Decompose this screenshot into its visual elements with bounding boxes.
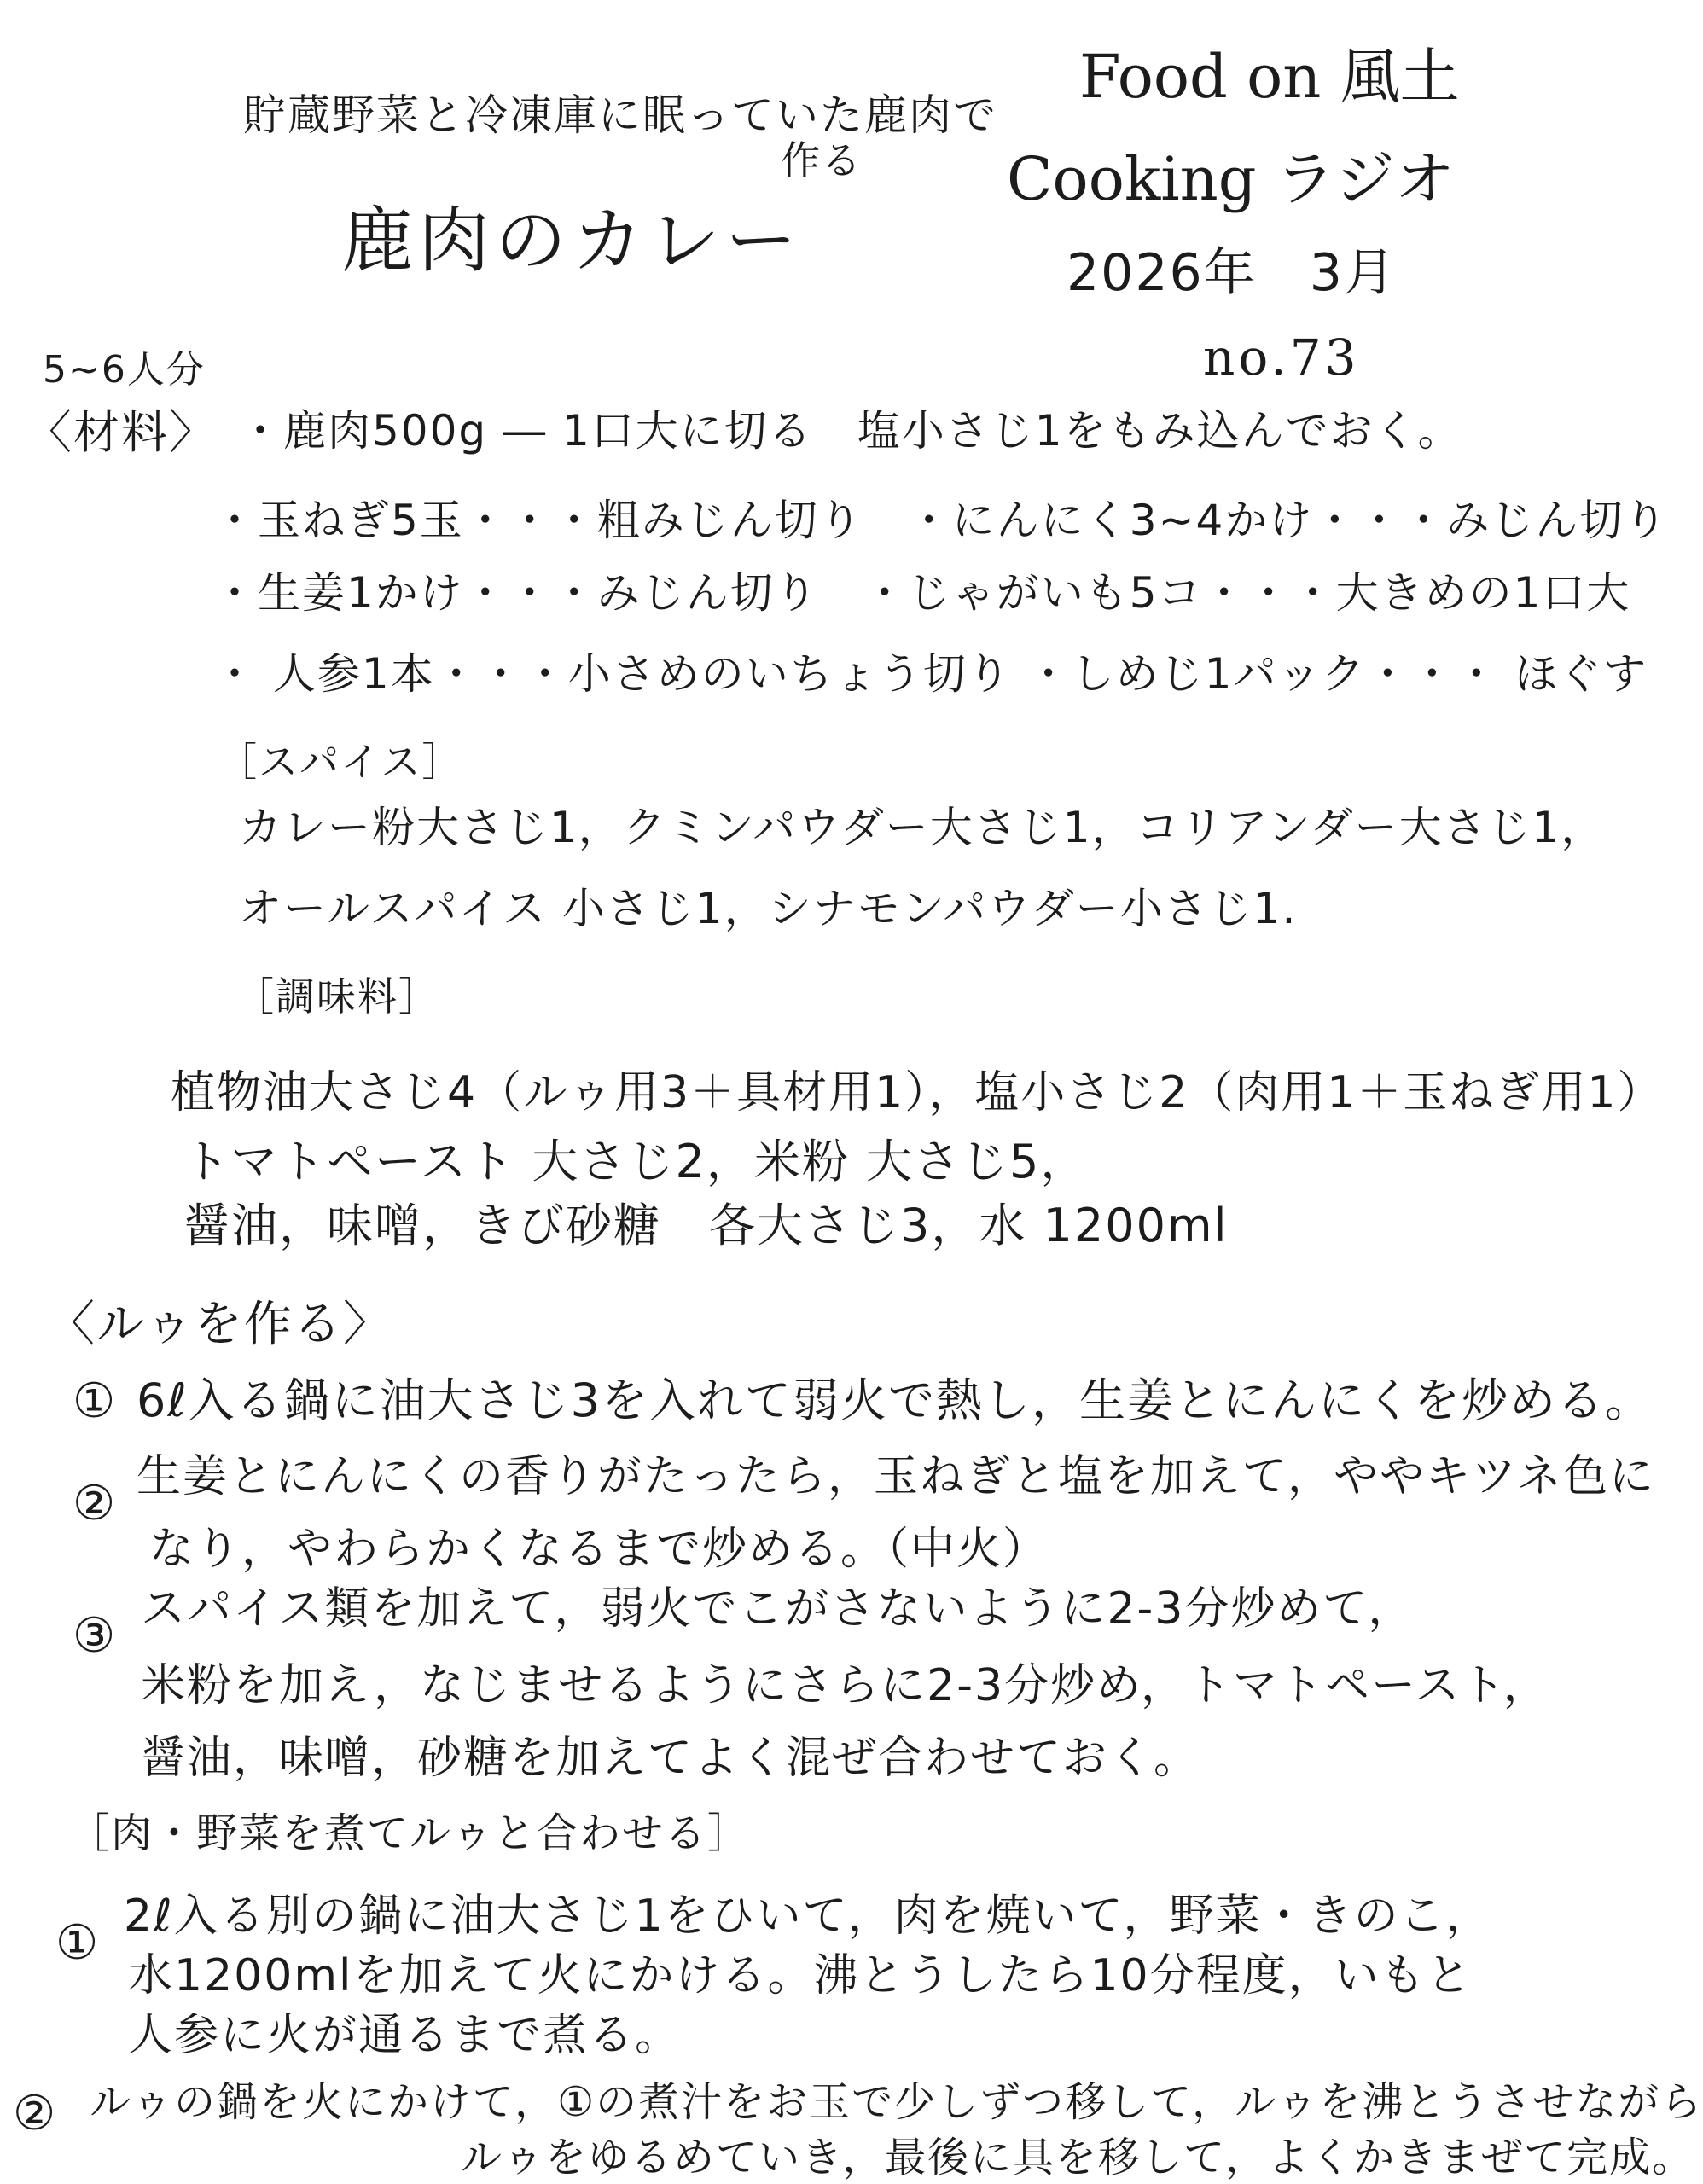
spice-line: オールスパイス 小さじ1，シナモンパウダー小さじ1. <box>239 884 1298 933</box>
issue-number: no.73 <box>1203 328 1360 386</box>
step-text: 人参に火が通るまで煮る。 <box>128 2010 682 2061</box>
step-text: 6ℓ入る鍋に油大さじ3を入れて弱火で熱し，生姜とにんにくを炒める。 <box>137 1374 1654 1427</box>
roux-heading: 〈ルゥを作る〉 <box>47 1297 392 1352</box>
step-text: 2ℓ入る別の鍋に油大さじ1をひいて，肉を焼いて，野菜・きのこ， <box>124 1891 1492 1942</box>
step-text: 水1200mlを加えて火にかける。沸とうしたら10分程度，いもと <box>128 1950 1473 2001</box>
recipe-title: 鹿肉のカレー <box>341 199 803 282</box>
ingredient-line: ・鹿肉500g ― 1口大に切る 塩小さじ1をもみ込んでおく。 <box>239 406 1462 456</box>
step-number: ③ <box>73 1608 118 1664</box>
step-number: ① <box>55 1915 101 1971</box>
seasonings-heading: ［調味料］ <box>235 973 439 1019</box>
seasoning-line: 醤油，味噌，きび砂糖 各大さじ3，水 1200ml <box>183 1199 1229 1252</box>
step-text: 生姜とにんにくの香りがたったら，玉ねぎと塩を加えて，ややキツネ色に <box>137 1451 1655 1502</box>
brand-name: Food on 風土 <box>1079 42 1460 112</box>
step-text: ルゥの鍋を火にかけて，①の煮汁をお玉で少しずつ移して，ルゥを沸とうさせながら <box>90 2078 1703 2126</box>
step-text: スパイス類を加えて，弱火でこがさないように2-3分炒めて， <box>141 1583 1415 1635</box>
meat-veg-heading: ［肉・野菜を煮てルゥと合わせる］ <box>68 1809 751 1857</box>
step-number: ① <box>73 1374 118 1429</box>
spices-heading: ［スパイス］ <box>218 739 463 785</box>
subtitle: 貯蔵野菜と冷凍庫に眠っていた鹿肉で <box>243 90 997 140</box>
step-number: ② <box>73 1476 118 1531</box>
ingredient-line: ・生姜1かけ・・・みじん切り ・じゃがいも5コ・・・大きめの1口大 <box>213 568 1631 618</box>
servings: 5~6人分 <box>43 348 206 392</box>
ingredient-line: ・ 人参1本・・・小さめのいちょう切り ・しめじ1パック・・・ ほぐす <box>213 649 1648 699</box>
step-number: ② <box>13 2086 58 2141</box>
issue-date: 2026年 3月 <box>1067 243 1397 303</box>
step-text: ルゥをゆるめていき，最後に具を移して，よくかきまぜて完成。 <box>461 2134 1695 2181</box>
ingredients-heading: 〈材料〉 <box>26 405 217 459</box>
seasoning-line: トマトペースト 大さじ2，米粉 大さじ5， <box>183 1135 1089 1188</box>
subtitle-continued: 作る <box>781 137 863 183</box>
step-text: 米粉を加え，なじませるようにさらに2-3分炒め，トマトペースト， <box>141 1660 1549 1711</box>
spice-line: カレー粉大さじ1，クミンパウダー大さじ1，コリアンダー大さじ1， <box>239 803 1606 852</box>
brand-radio: Cooking ラジオ <box>1007 144 1455 214</box>
step-text: なり，やわらかくなるまで炒める。（中火） <box>149 1524 1049 1575</box>
ingredient-line: ・玉ねぎ5玉・・・粗みじん切り ・にんにく3~4かけ・・・みじん切り <box>213 496 1669 545</box>
seasoning-line: 植物油大さじ4（ルゥ用3＋具材用1），塩小さじ2（肉用1＋玉ねぎ用1） <box>171 1067 1664 1118</box>
step-text: 醤油，味噌，砂糖を加えてよく混ぜ合わせておく。 <box>141 1733 1200 1784</box>
